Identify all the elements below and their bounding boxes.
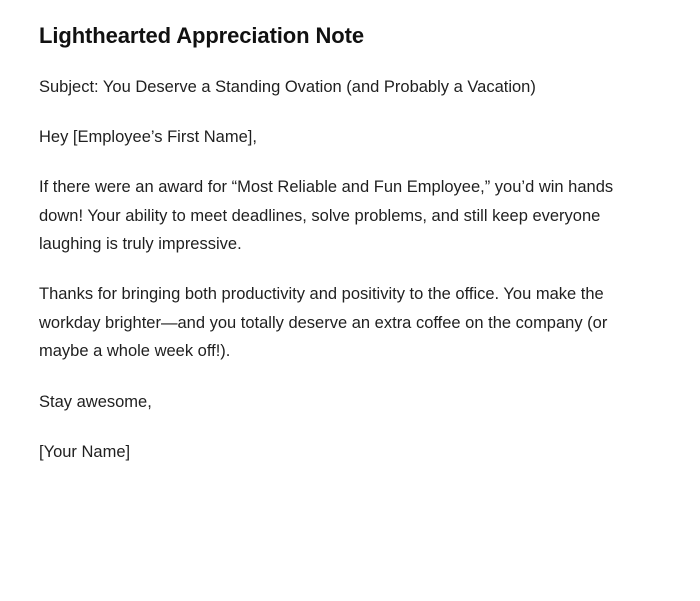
page-title: Lighthearted Appreciation Note <box>39 23 364 48</box>
paragraph-signature: [Your Name] <box>39 442 131 461</box>
paragraph-closing: Stay awesome, <box>39 392 152 411</box>
paragraph-body-2: Thanks for bringing both productivity and positivity to the office. You make the workday brighter—and you totally deserve an extra coffee on the company (or maybe a whole week off!). <box>39 285 608 361</box>
paragraph-body-1: If there were an award for “Most Reliable and Fun Employee,” you’d win hands down! Your ability to meet deadlines, solve problems, and still keep everyone laughing is truly impressive. <box>39 178 614 254</box>
paragraph-subject: Subject: You Deserve a Standing Ovation (and Probably a Vacation) <box>39 77 536 96</box>
paragraph-greeting: Hey [Employee’s First Name], <box>39 127 257 146</box>
